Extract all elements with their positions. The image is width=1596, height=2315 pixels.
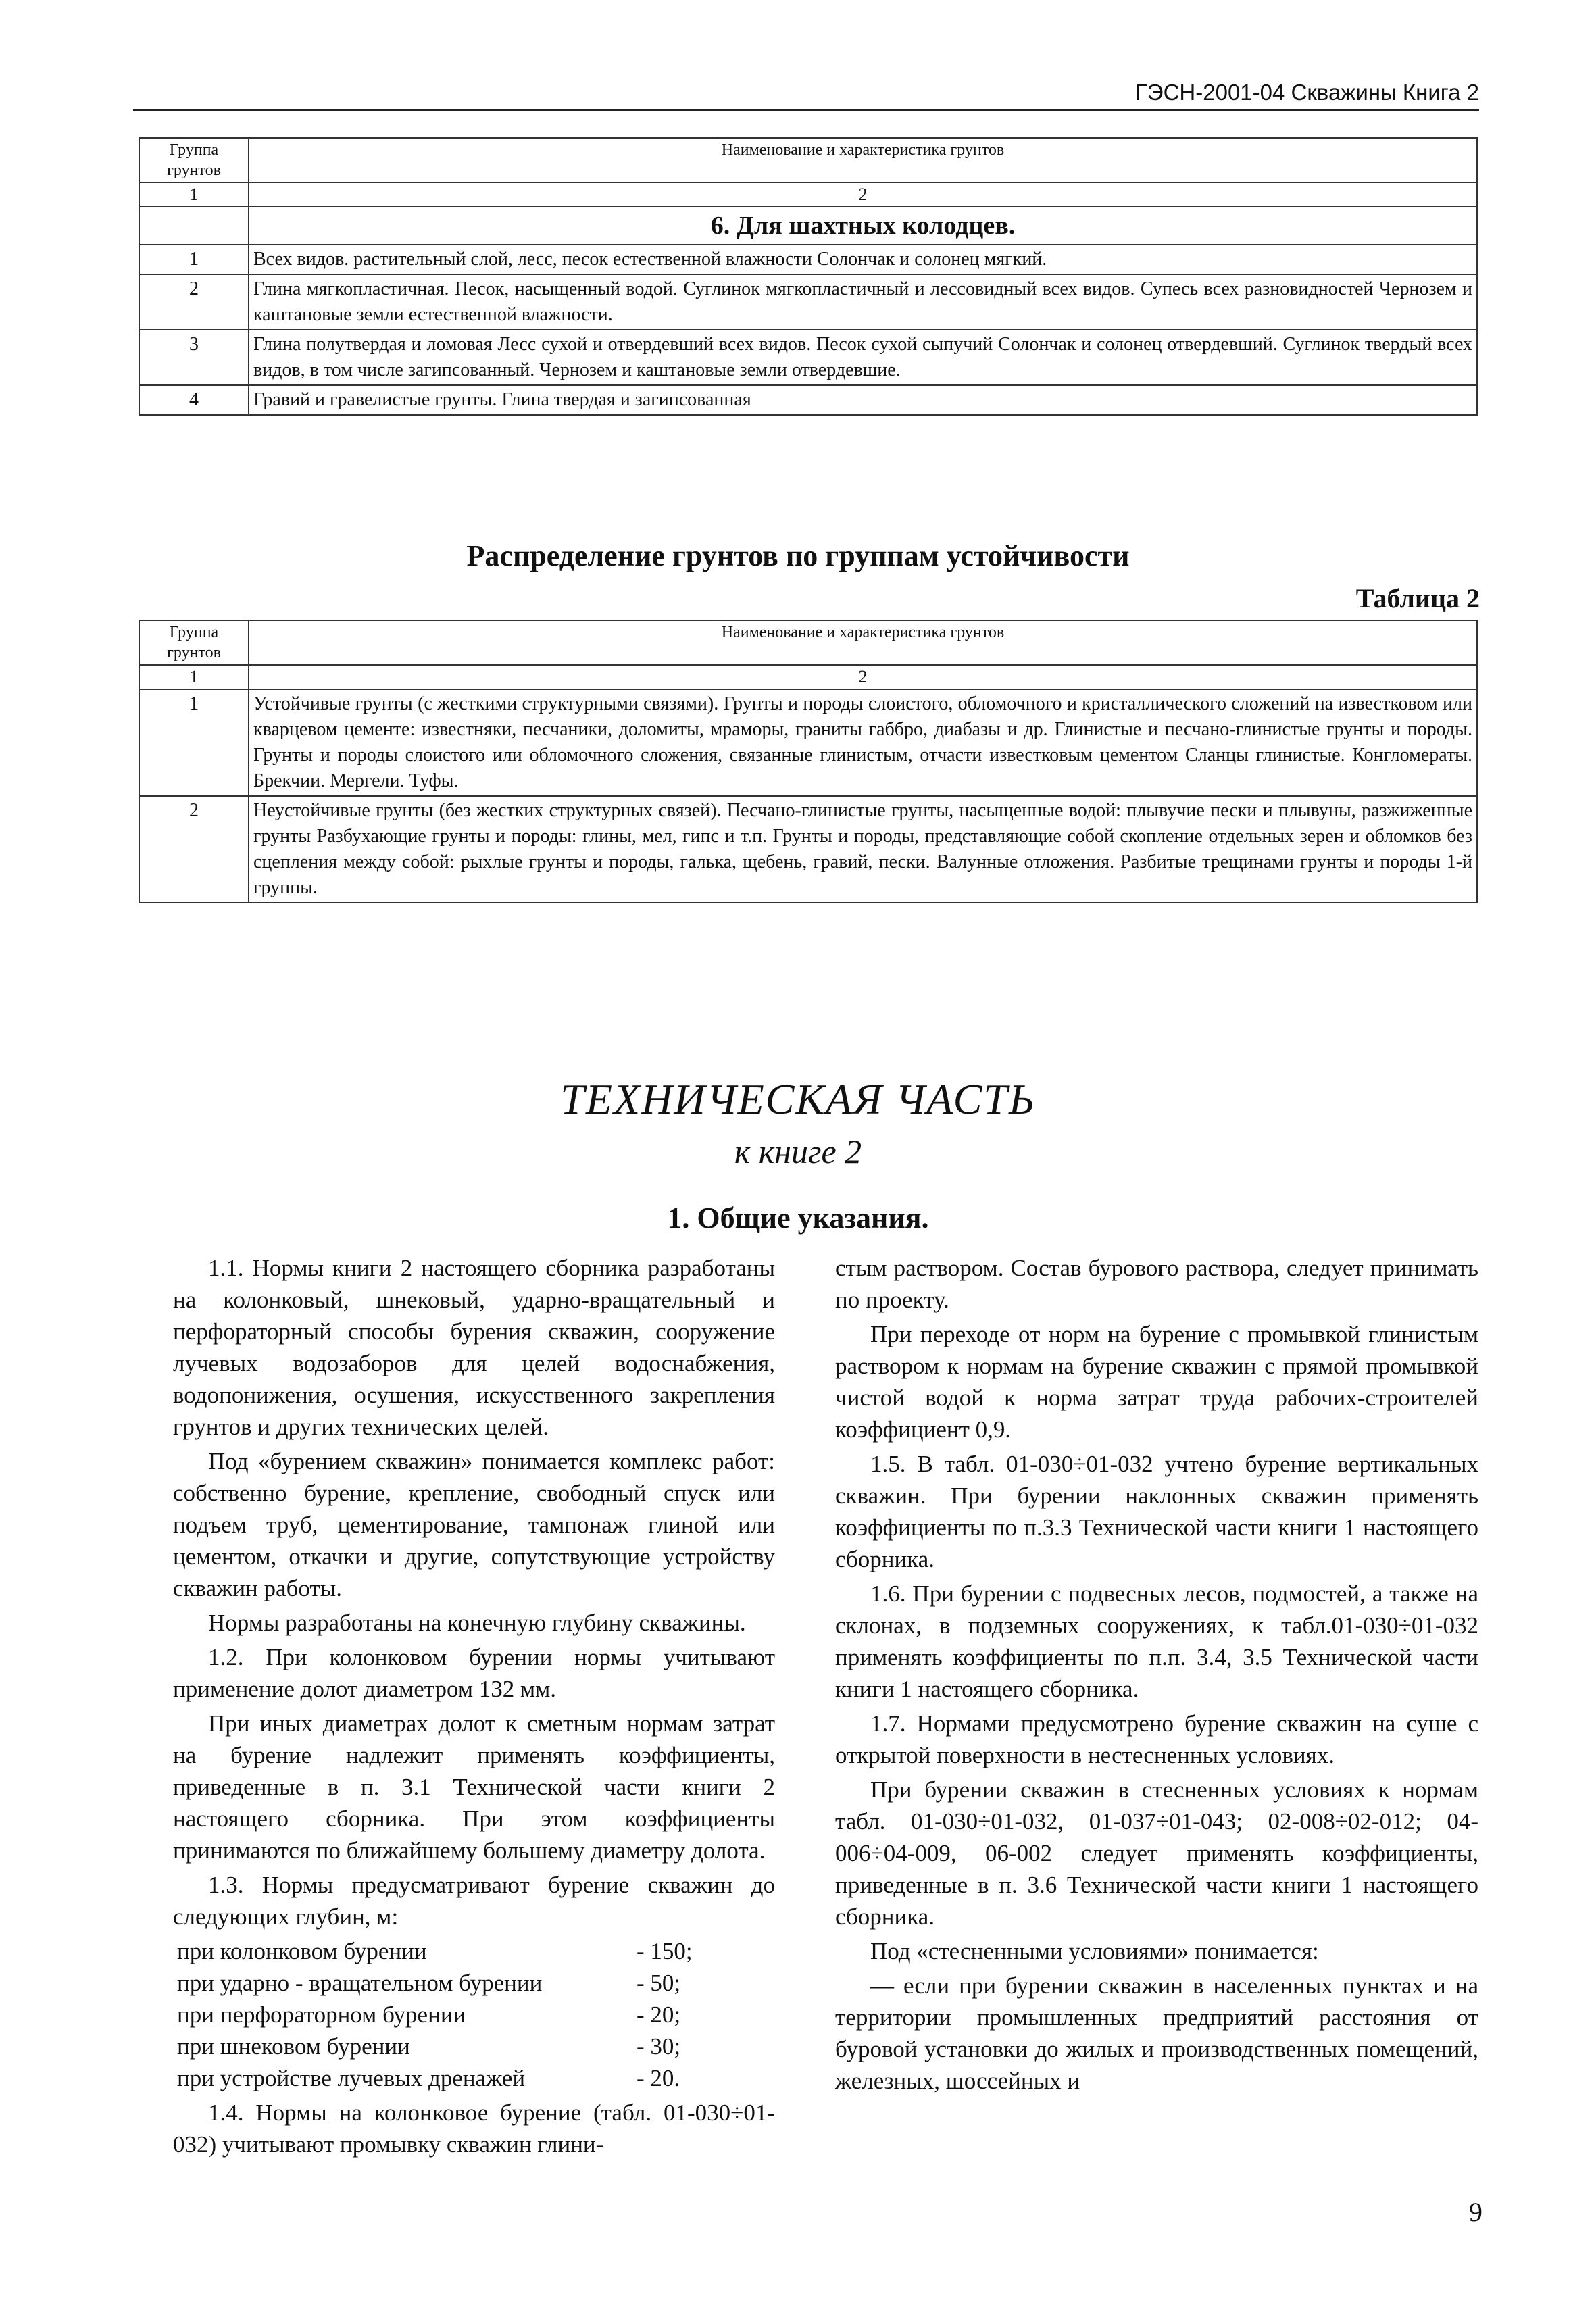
depth-value: - 150; xyxy=(637,1938,693,1964)
depth-label: при перфораторном бурении xyxy=(177,2001,466,2028)
list-item xyxy=(173,2062,775,2094)
group-number: 2 xyxy=(139,796,249,903)
column-header-group: Группа грунтов xyxy=(139,620,249,665)
column-number: 1 xyxy=(139,665,249,689)
paragraph: 1.5. В табл. 01-030÷01-032 учтено бурение вертикальных скважин. При бурении наклонных скважин применять коэффициенты по п.3.3 Технической части книги 1 настоящего сборника. xyxy=(835,1451,1478,1572)
depth-label: при шнековом бурении xyxy=(177,2033,410,2060)
table-row xyxy=(139,385,1477,415)
paragraph: 1.4. Нормы на колонковое бурение (табл. 01-030÷01-032) учитывают промывку скважин глини- xyxy=(173,2099,775,2158)
soil-groups-table xyxy=(139,137,1478,416)
column-number: 1 xyxy=(139,182,249,207)
table-row xyxy=(139,274,1477,330)
paragraph: При иных диаметрах долот к сметным нормам затрат на бурение надлежит применять коэффициенты, приведенные в п. 3.1 Технической части книги 2 настоящего сборника. При этом коэффициенты принимаются по ближайшему большему диаметру долота. xyxy=(173,1710,775,1864)
table-label: Таблица 2 xyxy=(1355,583,1480,614)
group-number: 2 xyxy=(139,274,249,330)
group-description: Гравий и гравелистые грунты. Глина твердая и загипсованная xyxy=(249,385,1477,415)
table-header-row xyxy=(139,620,1477,665)
table-row xyxy=(139,330,1477,385)
column-number: 2 xyxy=(249,665,1477,689)
depth-value: - 20; xyxy=(637,2001,681,2028)
paragraph: Под «бурением скважин» понимается комплекс работ: собственно бурение, крепление, свободный спуск или подъем труб, цементирование, тампонаж глиной или цементом, откачки и другие, сопутствующие устройству скважин работы. xyxy=(173,1448,775,1601)
group-number: 4 xyxy=(139,385,249,415)
list-item xyxy=(173,2031,775,2062)
list-item xyxy=(173,1967,775,1999)
column-number: 2 xyxy=(249,182,1477,207)
technical-part-subtitle: к книге 2 xyxy=(734,1132,862,1170)
list-item xyxy=(173,1999,775,2031)
paragraph: — если при бурении скважин в населенных пунктах и на территории промышленных предприятий расстояния от буровой установки до жилых и производственных помещений, железных, шоссейных и xyxy=(835,1972,1478,2094)
group-description: Устойчивые грунты (с жесткими структурными связями). Грунты и породы слоистого, обломочного и кристаллического сложений на известковом или кварцевом цементе: известняки, песчаники, доломиты, мраморы, граниты габбро, диабазы и др. Глинистые и песчано-глинистые грунты и породы. Грунты и породы слоистого или обломочного сложения, связанные глинистым, отчасти известковым цементом Сланцы глинистые. Конгломераты. Брекчии. Мергели. Туфы. xyxy=(249,689,1477,796)
column-number-row xyxy=(139,182,1477,207)
left-text-column xyxy=(173,1252,775,2163)
stability-table-title: Распределение грунтов по группам устойчивости xyxy=(466,539,1130,572)
paragraph: Нормы разработаны на конечную глубину скважины. xyxy=(208,1610,746,1636)
paragraph: 1.7. Нормами предусмотрено бурение скважин на суше с открытой поверхности в нестесненных условиях. xyxy=(835,1710,1478,1768)
table-row xyxy=(139,689,1477,796)
right-text-column xyxy=(835,1252,1478,2099)
column-header-description: Наименование и характеристика грунтов xyxy=(249,138,1477,182)
group-description: Всех видов. растительный слой, лесс, песок естественной влажности Солончак и солонец мягкий. xyxy=(249,245,1477,274)
depth-value: - 30; xyxy=(637,2033,681,2060)
column-number-row xyxy=(139,665,1477,689)
column-header-group: Группа грунтов xyxy=(139,138,249,182)
document-code: ГЭСН-2001-04 Скважины Книга 2 xyxy=(1135,80,1479,105)
paragraph: стым раствором. Состав бурового раствора, следует принимать по проекту. xyxy=(835,1255,1478,1313)
paragraph: 1.2. При колонковом бурении нормы учитывают применение долот диаметром 132 мм. xyxy=(173,1644,775,1702)
section-heading: 1. Общие указания. xyxy=(667,1201,929,1235)
group-description: Неустойчивые грунты (без жестких структурных связей). Песчано-глинистые грунты, насыщенные водой: плывучие пески и плывуны, разжиженные грунты Разбухающие грунты и породы: глины, мел, гипс и т.п. Грунты и породы, представляющие собой скопление отдельных зерен и обломков без сцепления между собой: рыхлые грунты и породы, галька, щебень, гравий, пески. Валунные отложения. Разбитые трещинами грунты и породы 1-й группы. xyxy=(249,796,1477,903)
table-row xyxy=(139,796,1477,903)
group-number: 1 xyxy=(139,689,249,796)
table-header-row xyxy=(139,138,1477,182)
technical-part-title: ТЕХНИЧЕСКАЯ ЧАСТЬ xyxy=(560,1075,1036,1123)
group-number: 3 xyxy=(139,330,249,385)
depth-label: при устройстве лучевых дренажей xyxy=(177,2065,526,2091)
section-heading: 6. Для шахтных колодцев. xyxy=(249,207,1477,245)
depth-value: - 20. xyxy=(637,2065,680,2091)
list-item xyxy=(173,1935,775,1967)
section-row xyxy=(139,207,1477,245)
depth-value: - 50; xyxy=(637,1970,681,1996)
group-number: 1 xyxy=(139,245,249,274)
paragraph: При переходе от норм на бурение с промывкой глинистым раствором к нормам на бурение скважин с прямой промывкой чистой водой к норма затрат труда рабочих-строителей коэффициент 0,9. xyxy=(835,1321,1478,1443)
paragraph: При бурении скважин в стесненных условиях к нормам табл. 01-030÷01-032, 01-037÷01-043; 02-008÷02-012; 04-006÷04-009, 06-002 следует применять коэффициенты, приведенные в п. 3.6 Технической части книги 1 настоящего сборника. xyxy=(835,1776,1478,1930)
depth-label: при ударно - вращательном бурении xyxy=(177,1970,543,1996)
paragraph: Под «стесненными условиями» понимается: xyxy=(870,1938,1319,1964)
depth-list xyxy=(173,1935,775,2094)
stability-table xyxy=(139,620,1478,903)
paragraph: 1.6. При бурении с подвесных лесов, подмостей, а также на склонах, в подземных сооружениях, к табл.01-030÷01-032 применять коэффициенты по п.п. 3.4, 3.5 Технической части книги 1 настоящего сборника. xyxy=(835,1580,1478,1702)
table-row xyxy=(139,245,1477,274)
paragraph: 1.3. Нормы предусматривают бурение скважин до следующих глубин, м: xyxy=(173,1872,775,1930)
column-header-description: Наименование и характеристика грунтов xyxy=(249,620,1477,665)
empty-cell xyxy=(139,207,249,245)
depth-label: при колонковом бурении xyxy=(177,1938,427,1964)
paragraph: 1.1. Нормы книги 2 настоящего сборника разработаны на колонковый, шнековый, ударно-вращательный и перфораторный способы бурения скважин, сооружение лучевых водозаборов для целей водоснабжения, водопонижения, осушения, искусственного закрепления грунтов и других технических целей. xyxy=(173,1255,775,1440)
page-header xyxy=(133,80,1479,111)
group-description: Глина мягкопластичная. Песок, насыщенный водой. Суглинок мягкопластичный и лессовидный всех видов. Супесь всех разновидностей Чернозем и каштановые земли естественной влажности. xyxy=(249,274,1477,330)
group-description: Глина полутвердая и ломовая Лесс сухой и отвердевший всех видов. Песок сухой сыпучий Солончак и солонец отвердевший. Суглинок твердый всех видов, в том числе загипсованный. Чернозем и каштановые земли отвердевшие. xyxy=(249,330,1477,385)
page-number: 9 xyxy=(1469,2197,1482,2227)
